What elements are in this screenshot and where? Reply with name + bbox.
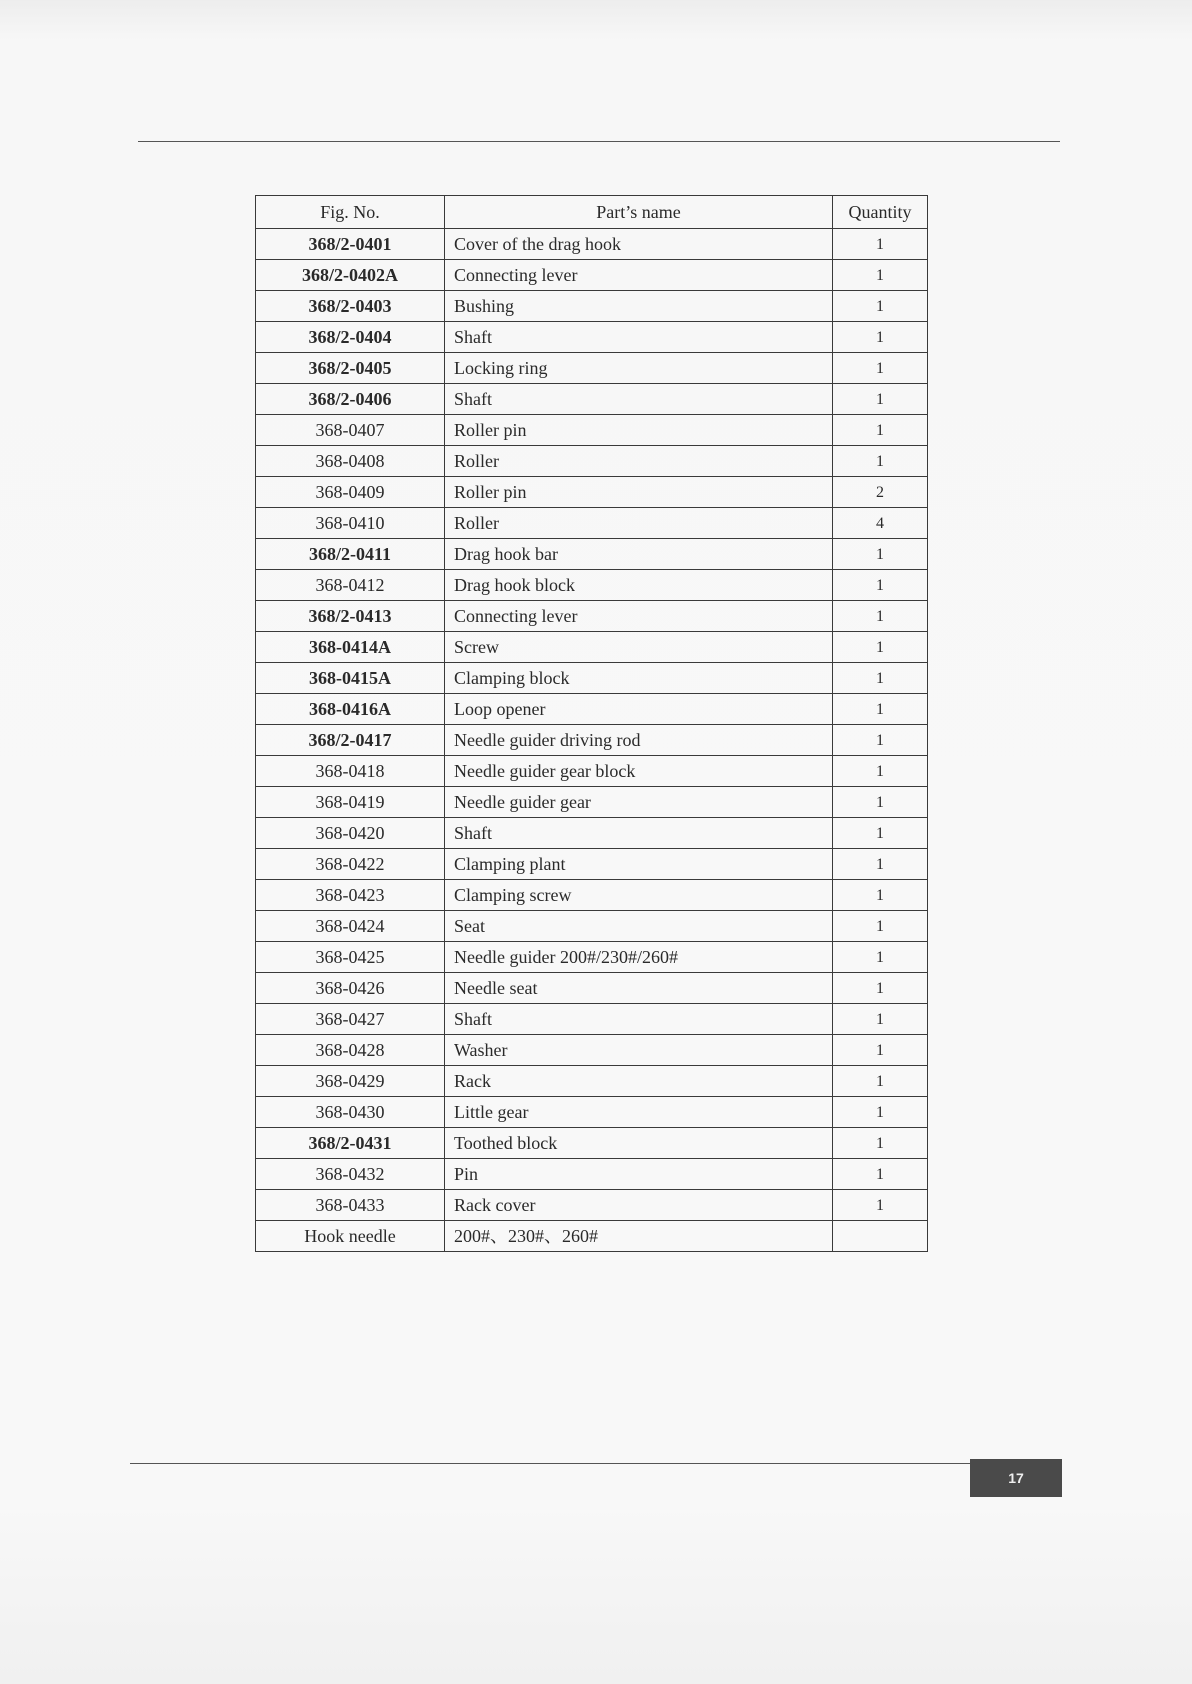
table-row — [256, 446, 928, 477]
fig-no-cell: 368/2-0403 — [256, 291, 445, 322]
quantity-cell: 1 — [833, 322, 928, 353]
table-row — [256, 1097, 928, 1128]
table-row — [256, 477, 928, 508]
quantity-cell: 1 — [833, 1190, 928, 1221]
part-name-cell: Roller — [445, 508, 833, 539]
table-row — [256, 880, 928, 911]
fig-no-cell: 368/2-0417 — [256, 725, 445, 756]
table-row — [256, 539, 928, 570]
quantity-cell: 1 — [833, 942, 928, 973]
table-row — [256, 1004, 928, 1035]
table-row — [256, 756, 928, 787]
part-name-cell: Connecting lever — [445, 601, 833, 632]
part-name-header: Part’s name — [445, 196, 833, 229]
part-name-cell: Loop opener — [445, 694, 833, 725]
table-row — [256, 1035, 928, 1066]
quantity-cell: 1 — [833, 415, 928, 446]
table-row — [256, 229, 928, 260]
quantity-header: Quantity — [833, 196, 928, 229]
quantity-cell: 1 — [833, 1128, 928, 1159]
quantity-cell — [833, 1221, 928, 1252]
fig-no-cell: 368-0418 — [256, 756, 445, 787]
fig-no-cell: 368/2-0406 — [256, 384, 445, 415]
quantity-cell: 1 — [833, 818, 928, 849]
fig-no-cell: 368-0433 — [256, 1190, 445, 1221]
quantity-cell: 1 — [833, 353, 928, 384]
fig-no-cell: Hook needle — [256, 1221, 445, 1252]
fig-no-cell: 368/2-0405 — [256, 353, 445, 384]
fig-no-cell: 368-0416A — [256, 694, 445, 725]
fig-no-cell: 368-0412 — [256, 570, 445, 601]
part-name-cell: Shaft — [445, 818, 833, 849]
header-rule — [138, 141, 1060, 142]
fig-no-cell: 368-0430 — [256, 1097, 445, 1128]
table-row — [256, 911, 928, 942]
table-row — [256, 353, 928, 384]
part-name-cell: Drag hook bar — [445, 539, 833, 570]
table-row — [256, 1190, 928, 1221]
quantity-cell: 1 — [833, 756, 928, 787]
part-name-cell: Roller pin — [445, 477, 833, 508]
part-name-cell: Shaft — [445, 1004, 833, 1035]
fig-no-cell: 368-0408 — [256, 446, 445, 477]
quantity-cell: 1 — [833, 1066, 928, 1097]
fig-no-cell: 368-0432 — [256, 1159, 445, 1190]
quantity-cell: 1 — [833, 1035, 928, 1066]
part-name-cell: Drag hook block — [445, 570, 833, 601]
part-name-cell: Needle guider 200#/230#/260# — [445, 942, 833, 973]
part-name-cell: Seat — [445, 911, 833, 942]
fig-no-cell: 368-0429 — [256, 1066, 445, 1097]
table-row — [256, 942, 928, 973]
part-name-cell: Rack cover — [445, 1190, 833, 1221]
footer-rule — [130, 1463, 970, 1464]
fig-no-cell: 368-0426 — [256, 973, 445, 1004]
quantity-cell: 1 — [833, 539, 928, 570]
part-name-cell: Needle seat — [445, 973, 833, 1004]
quantity-cell: 1 — [833, 229, 928, 260]
part-name-cell: Needle guider gear — [445, 787, 833, 818]
fig-no-cell: 368-0407 — [256, 415, 445, 446]
table-row — [256, 818, 928, 849]
fig-no-cell: 368-0419 — [256, 787, 445, 818]
quantity-cell: 1 — [833, 1097, 928, 1128]
fig-no-cell: 368-0427 — [256, 1004, 445, 1035]
part-name-cell: Toothed block — [445, 1128, 833, 1159]
table-header-row — [256, 196, 928, 229]
table-row — [256, 849, 928, 880]
table-row — [256, 973, 928, 1004]
table-row — [256, 384, 928, 415]
fig-no-cell: 368-0410 — [256, 508, 445, 539]
fig-no-cell: 368-0409 — [256, 477, 445, 508]
quantity-cell: 1 — [833, 260, 928, 291]
part-name-cell: Screw — [445, 632, 833, 663]
parts-table — [255, 195, 928, 1252]
quantity-cell: 1 — [833, 601, 928, 632]
part-name-cell: Roller pin — [445, 415, 833, 446]
quantity-cell: 1 — [833, 291, 928, 322]
quantity-cell: 1 — [833, 849, 928, 880]
table-row — [256, 570, 928, 601]
quantity-cell: 1 — [833, 570, 928, 601]
part-name-cell: Shaft — [445, 322, 833, 353]
table-row — [256, 260, 928, 291]
quantity-cell: 1 — [833, 973, 928, 1004]
part-name-cell: Needle guider gear block — [445, 756, 833, 787]
quantity-cell: 2 — [833, 477, 928, 508]
part-name-cell: Bushing — [445, 291, 833, 322]
fig-no-cell: 368-0425 — [256, 942, 445, 973]
table-row — [256, 415, 928, 446]
page-number-badge: 17 — [970, 1459, 1062, 1497]
fig-no-cell: 368/2-0402A — [256, 260, 445, 291]
table-row — [256, 1128, 928, 1159]
fig-no-cell: 368-0415A — [256, 663, 445, 694]
table-row — [256, 601, 928, 632]
part-name-cell: Clamping plant — [445, 849, 833, 880]
fig-no-cell: 368-0420 — [256, 818, 445, 849]
quantity-cell: 1 — [833, 663, 928, 694]
part-name-cell: Shaft — [445, 384, 833, 415]
quantity-cell: 4 — [833, 508, 928, 539]
part-name-cell: Connecting lever — [445, 260, 833, 291]
fig-no-header: Fig. No. — [256, 196, 445, 229]
table-row — [256, 508, 928, 539]
table-row — [256, 322, 928, 353]
quantity-cell: 1 — [833, 725, 928, 756]
fig-no-cell: 368/2-0413 — [256, 601, 445, 632]
quantity-cell: 1 — [833, 632, 928, 663]
quantity-cell: 1 — [833, 911, 928, 942]
table-row — [256, 725, 928, 756]
quantity-cell: 1 — [833, 384, 928, 415]
quantity-cell: 1 — [833, 446, 928, 477]
quantity-cell: 1 — [833, 880, 928, 911]
quantity-cell: 1 — [833, 787, 928, 818]
part-name-cell: Cover of the drag hook — [445, 229, 833, 260]
fig-no-cell: 368-0424 — [256, 911, 445, 942]
part-name-cell: Little gear — [445, 1097, 833, 1128]
table-row — [256, 1066, 928, 1097]
part-name-cell: Rack — [445, 1066, 833, 1097]
part-name-cell: Locking ring — [445, 353, 833, 384]
quantity-cell: 1 — [833, 1004, 928, 1035]
part-name-cell: 200#、230#、260# — [445, 1221, 833, 1252]
fig-no-cell: 368-0428 — [256, 1035, 445, 1066]
part-name-cell: Clamping block — [445, 663, 833, 694]
part-name-cell: Pin — [445, 1159, 833, 1190]
parts-table-body — [256, 229, 928, 1252]
fig-no-cell: 368/2-0431 — [256, 1128, 445, 1159]
part-name-cell: Clamping screw — [445, 880, 833, 911]
part-name-cell: Needle guider driving rod — [445, 725, 833, 756]
quantity-cell: 1 — [833, 1159, 928, 1190]
fig-no-cell: 368/2-0411 — [256, 539, 445, 570]
fig-no-cell: 368-0414A — [256, 632, 445, 663]
part-name-cell: Washer — [445, 1035, 833, 1066]
table-row — [256, 694, 928, 725]
part-name-cell: Roller — [445, 446, 833, 477]
table-row — [256, 291, 928, 322]
fig-no-cell: 368/2-0404 — [256, 322, 445, 353]
table-row — [256, 1159, 928, 1190]
quantity-cell: 1 — [833, 694, 928, 725]
table-row — [256, 787, 928, 818]
fig-no-cell: 368-0423 — [256, 880, 445, 911]
fig-no-cell: 368/2-0401 — [256, 229, 445, 260]
table-row — [256, 1221, 928, 1252]
table-row — [256, 663, 928, 694]
fig-no-cell: 368-0422 — [256, 849, 445, 880]
table-row — [256, 632, 928, 663]
